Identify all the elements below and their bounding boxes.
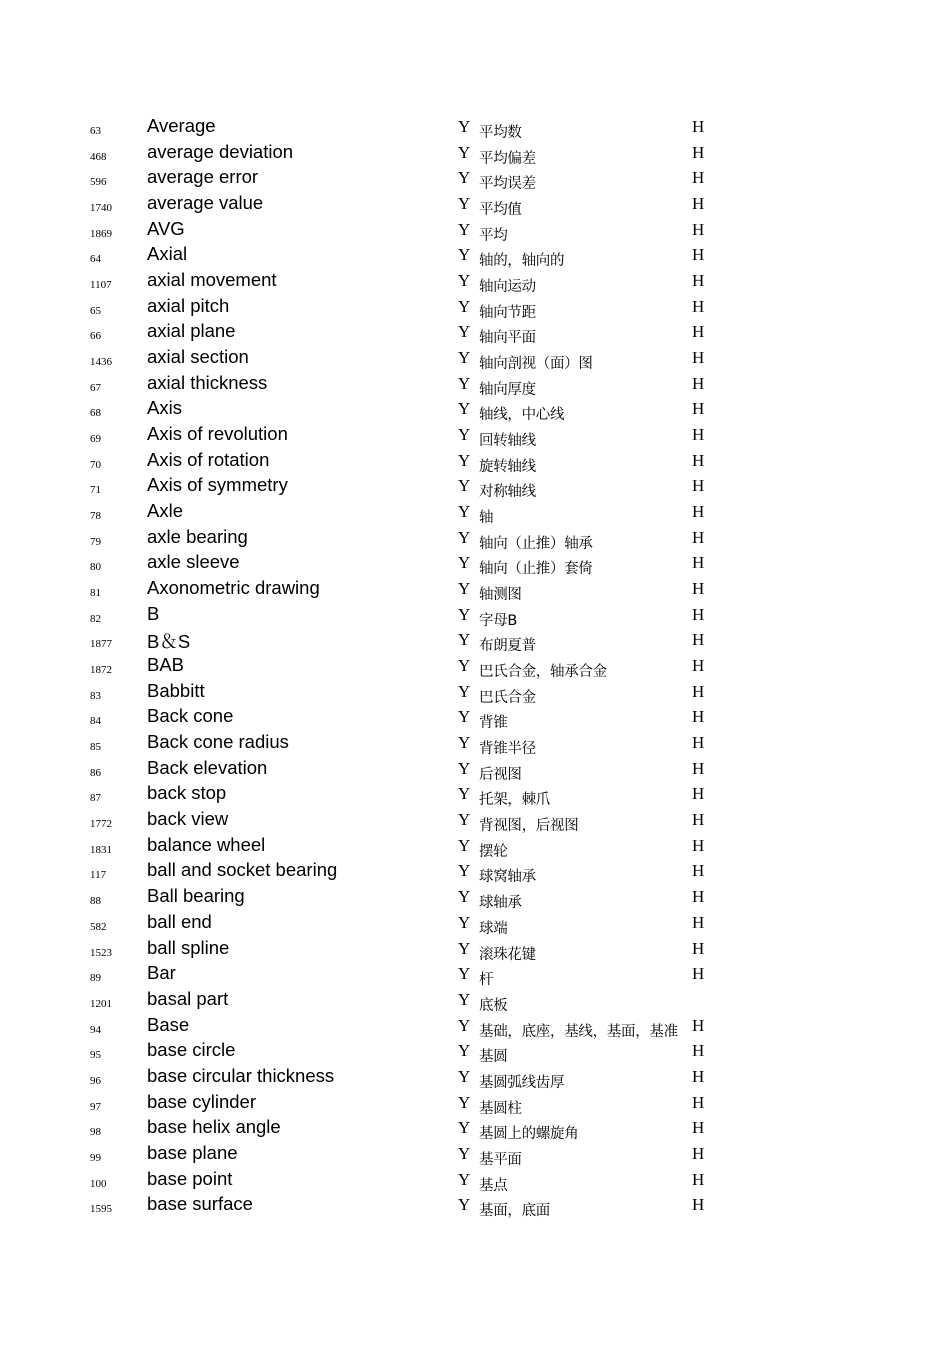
flag-h: H bbox=[692, 1092, 705, 1112]
english-term: Babbitt bbox=[147, 679, 205, 701]
entry-number: 95 bbox=[90, 1049, 101, 1062]
table-row bbox=[0, 988, 950, 1014]
chinese-translation: 回转轴线 bbox=[479, 433, 536, 450]
table-row bbox=[0, 937, 950, 963]
entry-number: 596 bbox=[90, 176, 107, 189]
table-row bbox=[0, 654, 950, 680]
entry-number: 1877 bbox=[90, 638, 112, 651]
chinese-translation: 基平面 bbox=[479, 1151, 522, 1168]
flag-y: Y bbox=[458, 707, 471, 727]
flag-y: Y bbox=[458, 630, 471, 650]
flag-y: Y bbox=[458, 296, 471, 316]
entry-number: 117 bbox=[90, 869, 107, 882]
glossary-table bbox=[0, 115, 950, 1219]
english-term: axle bearing bbox=[147, 525, 248, 547]
chinese-translation: 基圆 bbox=[479, 1049, 508, 1066]
chinese-translation: 字母B bbox=[479, 612, 518, 629]
english-term: Back cone radius bbox=[147, 731, 289, 753]
flag-y: Y bbox=[458, 322, 471, 342]
english-term: Ball bearing bbox=[147, 885, 245, 907]
entry-number: 1869 bbox=[90, 227, 112, 240]
flag-h: H bbox=[692, 271, 705, 291]
english-term: axial thickness bbox=[147, 371, 268, 393]
entry-number: 98 bbox=[90, 1126, 101, 1139]
flag-h: H bbox=[692, 348, 705, 368]
table-row bbox=[0, 449, 950, 475]
flag-h: H bbox=[692, 810, 705, 830]
english-term: axial movement bbox=[147, 269, 277, 291]
table-row bbox=[0, 166, 950, 192]
flag-h: H bbox=[692, 168, 705, 188]
flag-y: Y bbox=[458, 1041, 471, 1061]
flag-h: H bbox=[692, 1015, 705, 1035]
english-term: Axle bbox=[147, 500, 183, 522]
entry-number: 68 bbox=[90, 407, 101, 420]
chinese-translation: 轴向厚度 bbox=[479, 381, 536, 398]
english-term: axial section bbox=[147, 346, 249, 368]
entry-number: 87 bbox=[90, 792, 101, 805]
entry-number: 83 bbox=[90, 689, 101, 702]
entry-number: 88 bbox=[90, 895, 101, 908]
flag-h: H bbox=[692, 194, 705, 214]
flag-h: H bbox=[692, 322, 705, 342]
table-row bbox=[0, 192, 950, 218]
table-row bbox=[0, 1014, 950, 1040]
english-term: back stop bbox=[147, 782, 227, 804]
table-row bbox=[0, 526, 950, 552]
table-row bbox=[0, 859, 950, 885]
english-term: Base bbox=[147, 1013, 190, 1035]
flag-y: Y bbox=[458, 373, 471, 393]
flag-y: Y bbox=[458, 964, 471, 984]
table-row bbox=[0, 372, 950, 398]
english-term: back view bbox=[147, 808, 229, 830]
chinese-translation: 球窝轴承 bbox=[479, 869, 536, 886]
english-term: balance wheel bbox=[147, 833, 266, 855]
english-term: average deviation bbox=[147, 140, 294, 162]
english-term: base point bbox=[147, 1167, 233, 1189]
english-term: axle sleeve bbox=[147, 551, 240, 573]
english-term: Axis of revolution bbox=[147, 423, 288, 445]
chinese-translation: 平均值 bbox=[479, 202, 522, 219]
chinese-translation: 基圆柱 bbox=[479, 1100, 522, 1117]
flag-h: H bbox=[692, 938, 705, 958]
flag-h: H bbox=[692, 450, 705, 470]
flag-y: Y bbox=[458, 835, 471, 855]
table-row bbox=[0, 705, 950, 731]
table-row bbox=[0, 320, 950, 346]
chinese-translation: 轴向（止推）套倚 bbox=[479, 561, 593, 578]
english-term: axial plane bbox=[147, 320, 236, 342]
chinese-translation: 轴向剖视（面）图 bbox=[479, 356, 593, 373]
english-term: base plane bbox=[147, 1141, 238, 1163]
chinese-translation: 背锥半径 bbox=[479, 741, 536, 758]
english-term: Average bbox=[147, 115, 216, 136]
english-term: Axis of symmetry bbox=[147, 474, 288, 496]
chinese-translation: 对称轴线 bbox=[479, 484, 536, 501]
english-term: BAB bbox=[147, 654, 185, 676]
table-row bbox=[0, 218, 950, 244]
entry-number: 468 bbox=[90, 150, 107, 163]
table-row bbox=[0, 577, 950, 603]
flag-y: Y bbox=[458, 271, 471, 291]
flag-h: H bbox=[692, 1066, 705, 1086]
flag-y: Y bbox=[458, 1169, 471, 1189]
flag-y: Y bbox=[458, 758, 471, 778]
chinese-translation: 轴线，中心线 bbox=[479, 407, 565, 424]
entry-number: 1595 bbox=[90, 1203, 112, 1216]
flag-h: H bbox=[692, 656, 705, 676]
entry-number: 1740 bbox=[90, 202, 112, 215]
chinese-translation: 底板 bbox=[479, 997, 508, 1014]
table-row bbox=[0, 628, 950, 654]
flag-y: Y bbox=[458, 733, 471, 753]
flag-y: Y bbox=[458, 1143, 471, 1163]
chinese-translation: 轴向节距 bbox=[479, 304, 536, 321]
chinese-translation: 基圆上的螺旋角 bbox=[479, 1126, 579, 1143]
chinese-translation: 平均偏差 bbox=[479, 150, 536, 167]
flag-y: Y bbox=[458, 604, 471, 624]
flag-y: Y bbox=[458, 219, 471, 239]
entry-number: 86 bbox=[90, 766, 101, 779]
flag-y: Y bbox=[458, 399, 471, 419]
table-row bbox=[0, 808, 950, 834]
chinese-translation: 平均误差 bbox=[479, 176, 536, 193]
flag-h: H bbox=[692, 425, 705, 445]
table-row bbox=[0, 295, 950, 321]
flag-h: H bbox=[692, 733, 705, 753]
flag-h: H bbox=[692, 1041, 705, 1061]
english-term: average value bbox=[147, 192, 264, 214]
chinese-translation: 轴的，轴向的 bbox=[479, 253, 565, 270]
flag-h: H bbox=[692, 887, 705, 907]
entry-number: 65 bbox=[90, 304, 101, 317]
table-row bbox=[0, 551, 950, 577]
flag-h: H bbox=[692, 1169, 705, 1189]
flag-h: H bbox=[692, 117, 705, 136]
flag-y: Y bbox=[458, 117, 471, 136]
flag-h: H bbox=[692, 579, 705, 599]
entry-number: 1772 bbox=[90, 818, 112, 831]
flag-h: H bbox=[692, 604, 705, 624]
chinese-translation: 杆 bbox=[479, 972, 494, 989]
table-row bbox=[0, 1116, 950, 1142]
english-term: Axis of rotation bbox=[147, 448, 270, 470]
chinese-translation: 滚珠花键 bbox=[479, 946, 536, 963]
english-term: ball spline bbox=[147, 936, 230, 958]
flag-y: Y bbox=[458, 989, 471, 1009]
flag-h: H bbox=[692, 476, 705, 496]
entry-number: 71 bbox=[90, 484, 101, 497]
english-term: base cylinder bbox=[147, 1090, 257, 1112]
chinese-translation: 旋转轴线 bbox=[479, 458, 536, 475]
chinese-translation: 托架，棘爪 bbox=[479, 792, 550, 809]
english-term: AVG bbox=[147, 217, 185, 239]
entry-number: 69 bbox=[90, 433, 101, 446]
chinese-translation: 基点 bbox=[479, 1177, 508, 1194]
entry-number: 1831 bbox=[90, 843, 112, 856]
chinese-translation: 摆轮 bbox=[479, 843, 508, 860]
entry-number: 78 bbox=[90, 510, 101, 523]
table-row bbox=[0, 346, 950, 372]
english-term: Back cone bbox=[147, 705, 234, 727]
flag-h: H bbox=[692, 245, 705, 265]
flag-y: Y bbox=[458, 168, 471, 188]
table-row bbox=[0, 115, 950, 141]
table-row bbox=[0, 1193, 950, 1219]
table-row bbox=[0, 885, 950, 911]
table-row bbox=[0, 962, 950, 988]
table-row bbox=[0, 731, 950, 757]
chinese-translation: 后视图 bbox=[479, 766, 522, 783]
entry-number: 80 bbox=[90, 561, 101, 574]
chinese-translation: 平均数 bbox=[479, 125, 522, 141]
flag-y: Y bbox=[458, 912, 471, 932]
flag-h: H bbox=[692, 502, 705, 522]
flag-y: Y bbox=[458, 450, 471, 470]
flag-h: H bbox=[692, 630, 705, 650]
table-row bbox=[0, 423, 950, 449]
entry-number: 82 bbox=[90, 612, 101, 625]
entry-number: 96 bbox=[90, 1074, 101, 1087]
flag-h: H bbox=[692, 707, 705, 727]
english-term: Axis bbox=[147, 397, 182, 419]
table-row bbox=[0, 782, 950, 808]
table-row bbox=[0, 680, 950, 706]
table-row bbox=[0, 757, 950, 783]
flag-h: H bbox=[692, 1143, 705, 1163]
flag-h: H bbox=[692, 681, 705, 701]
entry-number: 63 bbox=[90, 125, 101, 137]
flag-y: Y bbox=[458, 810, 471, 830]
table-row bbox=[0, 834, 950, 860]
entry-number: 1436 bbox=[90, 356, 112, 369]
flag-h: H bbox=[692, 1118, 705, 1138]
chinese-translation: 轴向（止推）轴承 bbox=[479, 535, 593, 552]
chinese-translation: 基础，底座，基线，基面，基准 bbox=[479, 1023, 678, 1040]
table-row bbox=[0, 1142, 950, 1168]
chinese-translation: 基面，底面 bbox=[479, 1203, 550, 1220]
chinese-translation: 球端 bbox=[479, 920, 508, 937]
flag-h: H bbox=[692, 861, 705, 881]
table-row bbox=[0, 603, 950, 629]
flag-y: Y bbox=[458, 476, 471, 496]
chinese-translation: 球轴承 bbox=[479, 895, 522, 912]
english-term: base helix angle bbox=[147, 1116, 281, 1138]
table-row bbox=[0, 243, 950, 269]
flag-h: H bbox=[692, 964, 705, 984]
english-term: Axonometric drawing bbox=[147, 577, 320, 599]
english-term: Bar bbox=[147, 962, 176, 984]
table-row bbox=[0, 474, 950, 500]
entry-number: 100 bbox=[90, 1177, 107, 1190]
flag-h: H bbox=[692, 1195, 705, 1215]
entry-number: 67 bbox=[90, 381, 101, 394]
english-term: axial pitch bbox=[147, 294, 230, 316]
flag-h: H bbox=[692, 399, 705, 419]
english-term: ball end bbox=[147, 910, 212, 932]
flag-h: H bbox=[692, 373, 705, 393]
flag-y: Y bbox=[458, 1015, 471, 1035]
english-term: B＆S bbox=[147, 631, 191, 653]
flag-y: Y bbox=[458, 861, 471, 881]
flag-y: Y bbox=[458, 527, 471, 547]
entry-number: 89 bbox=[90, 972, 101, 985]
flag-y: Y bbox=[458, 1066, 471, 1086]
table-row bbox=[0, 1065, 950, 1091]
entry-number: 94 bbox=[90, 1023, 101, 1036]
flag-y: Y bbox=[458, 142, 471, 162]
flag-y: Y bbox=[458, 502, 471, 522]
chinese-translation: 轴 bbox=[479, 510, 494, 527]
flag-y: Y bbox=[458, 1118, 471, 1138]
entry-number: 1523 bbox=[90, 946, 112, 959]
flag-h: H bbox=[692, 784, 705, 804]
entry-number: 84 bbox=[90, 715, 101, 728]
flag-y: Y bbox=[458, 553, 471, 573]
flag-y: Y bbox=[458, 1092, 471, 1112]
flag-h: H bbox=[692, 912, 705, 932]
entry-number: 64 bbox=[90, 253, 101, 266]
flag-h: H bbox=[692, 527, 705, 547]
flag-y: Y bbox=[458, 887, 471, 907]
flag-h: H bbox=[692, 553, 705, 573]
table-row bbox=[0, 1091, 950, 1117]
english-term: average error bbox=[147, 166, 259, 188]
entry-number: 81 bbox=[90, 587, 101, 600]
flag-y: Y bbox=[458, 938, 471, 958]
chinese-translation: 轴向平面 bbox=[479, 330, 536, 347]
flag-y: Y bbox=[458, 245, 471, 265]
flag-y: Y bbox=[458, 784, 471, 804]
flag-h: H bbox=[692, 835, 705, 855]
english-term: basal part bbox=[147, 987, 229, 1009]
flag-y: Y bbox=[458, 348, 471, 368]
table-row bbox=[0, 397, 950, 423]
english-term: base circular thickness bbox=[147, 1064, 335, 1086]
chinese-translation: 背视图，后视图 bbox=[479, 818, 579, 835]
entry-number: 1107 bbox=[90, 279, 112, 292]
flag-h: H bbox=[692, 296, 705, 316]
chinese-translation: 巴氏合金 bbox=[479, 689, 536, 706]
entry-number: 97 bbox=[90, 1100, 101, 1113]
entry-number: 70 bbox=[90, 458, 101, 471]
table-row bbox=[0, 500, 950, 526]
entry-number: 66 bbox=[90, 330, 101, 343]
flag-y: Y bbox=[458, 1195, 471, 1215]
entry-number: 99 bbox=[90, 1151, 101, 1164]
flag-y: Y bbox=[458, 579, 471, 599]
flag-h: H bbox=[692, 758, 705, 778]
entry-number: 1201 bbox=[90, 997, 112, 1010]
entry-number: 79 bbox=[90, 535, 101, 548]
english-term: Back elevation bbox=[147, 756, 268, 778]
entry-number: 582 bbox=[90, 920, 107, 933]
flag-h: H bbox=[692, 219, 705, 239]
chinese-translation: 背锥 bbox=[479, 715, 508, 732]
flag-y: Y bbox=[458, 194, 471, 214]
english-term: base surface bbox=[147, 1193, 253, 1215]
chinese-translation: 平均 bbox=[479, 227, 508, 244]
english-term: ball and socket bearing bbox=[147, 859, 338, 881]
chinese-translation: 布朗夏普 bbox=[479, 638, 536, 655]
english-term: base circle bbox=[147, 1039, 236, 1061]
table-row bbox=[0, 1168, 950, 1194]
flag-y: Y bbox=[458, 425, 471, 445]
entry-number: 85 bbox=[90, 741, 101, 754]
chinese-translation: 轴测图 bbox=[479, 587, 522, 604]
table-row bbox=[0, 1039, 950, 1065]
flag-y: Y bbox=[458, 656, 471, 676]
entry-number: 1872 bbox=[90, 664, 112, 677]
chinese-translation: 巴氏合金，轴承合金 bbox=[479, 664, 607, 681]
english-term: Axial bbox=[147, 243, 188, 265]
flag-y: Y bbox=[458, 681, 471, 701]
chinese-translation: 轴向运动 bbox=[479, 279, 536, 296]
english-term: B bbox=[147, 602, 160, 624]
table-row bbox=[0, 911, 950, 937]
flag-h: H bbox=[692, 142, 705, 162]
table-row bbox=[0, 269, 950, 295]
table-row bbox=[0, 141, 950, 167]
chinese-translation: 基圆弧线齿厚 bbox=[479, 1074, 565, 1091]
